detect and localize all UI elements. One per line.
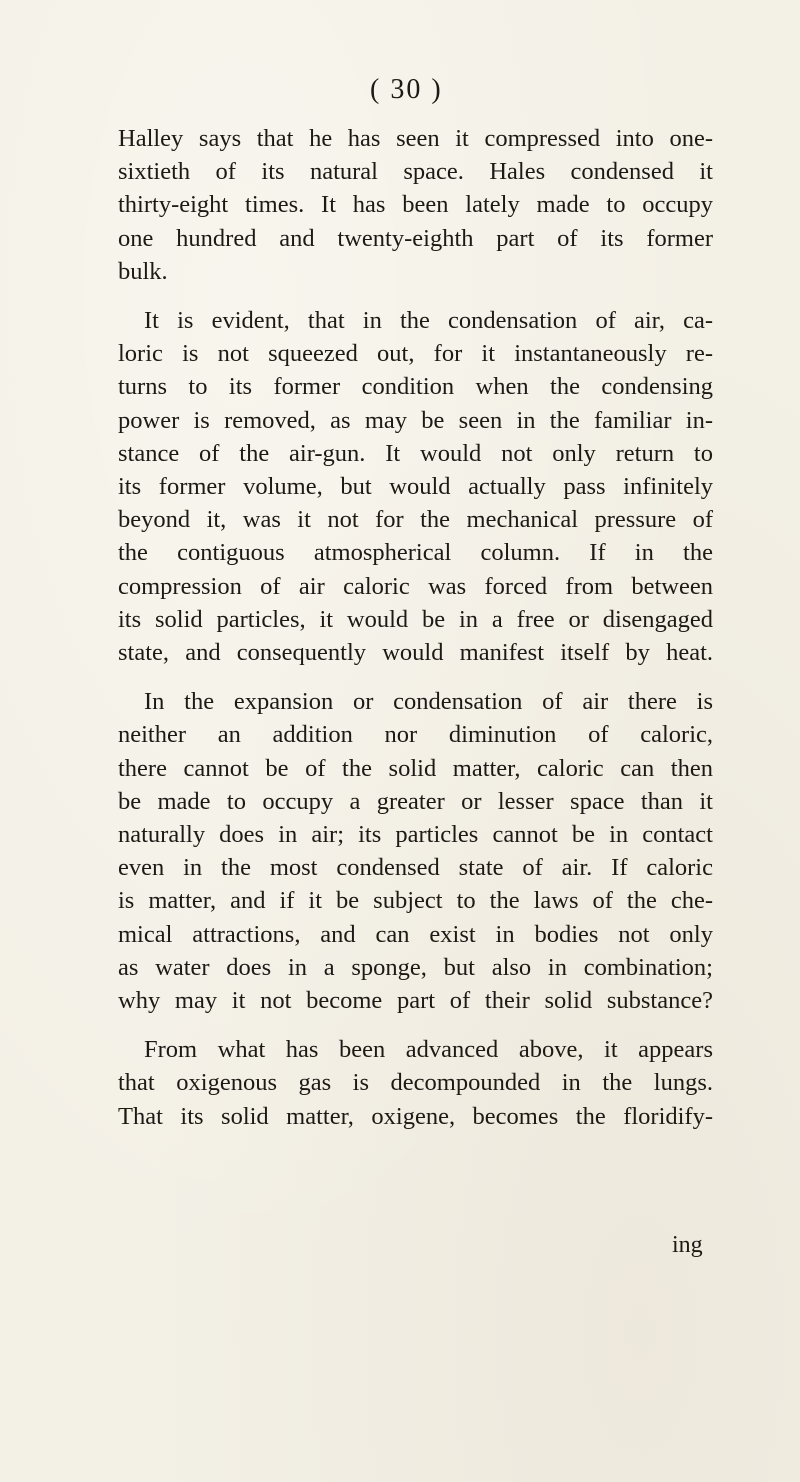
catchword: ing [672,1232,703,1258]
text-line: one hundred and twenty-eighth part of its former [118,224,713,252]
text-line: is matter, and if it be subject to the laws of the che- [118,887,713,915]
text-line: even in the most condensed state of air. If caloric [118,854,713,882]
text-line: the contiguous atmospherical column. If in the [118,539,713,567]
text-line: In the expansion or condensation of air there is [144,688,713,716]
text-line: why may it not become part of their solid substance? [118,987,713,1015]
text-line: be made to occupy a greater or lesser space than it [118,787,713,815]
text-line: neither an addition nor diminution of caloric, [118,721,713,749]
text-line: bulk. [118,257,168,285]
paragraph-3 [118,685,713,1017]
text-line: loric is not squeezed out, for it instantaneously re- [118,340,713,368]
text-line: its solid particles, it would be in a free or disengaged [118,605,713,633]
text-line: mical attractions, and can exist in bodies not only [118,920,713,948]
text-line: stance of the air-gun. It would not only return to [118,439,713,467]
text-line: there cannot be of the solid matter, caloric can then [118,754,713,782]
text-line: its former volume, but would actually pass infinitely [118,473,713,501]
text-line: as water does in a sponge, but also in combination; [118,953,713,981]
text-line: turns to its former condition when the condensing [118,373,713,401]
text-line: power is removed, as may be seen in the familiar in- [118,406,713,434]
text-line: From what has been advanced above, it appears [144,1036,713,1064]
text-line: compression of air caloric was forced from between [118,572,713,600]
body-text [118,122,713,1133]
text-line: that oxigenous gas is decompounded in the lungs. [118,1069,713,1097]
text-line: Halley says that he has seen it compressed into one- [118,125,713,152]
text-line: thirty-eight times. It has been lately made to occupy [118,191,713,219]
text-line: beyond it, was it not for the mechanical pressure of [118,506,713,534]
text-line: That its solid matter, oxigene, becomes the floridify- [118,1102,713,1130]
text-line: sixtieth of its natural space. Hales condensed it [118,158,713,186]
paragraph-2 [118,304,713,669]
paragraph-1 [118,122,713,288]
text-line: naturally does in air; its particles cannot be in contact [118,821,713,849]
paragraph-4 [118,1033,713,1133]
page-number: ( 30 ) [370,74,443,105]
text-line: state, and consequently would manifest itself by heat. [118,639,713,667]
text-line: It is evident, that in the condensation of air, ca- [144,307,713,335]
